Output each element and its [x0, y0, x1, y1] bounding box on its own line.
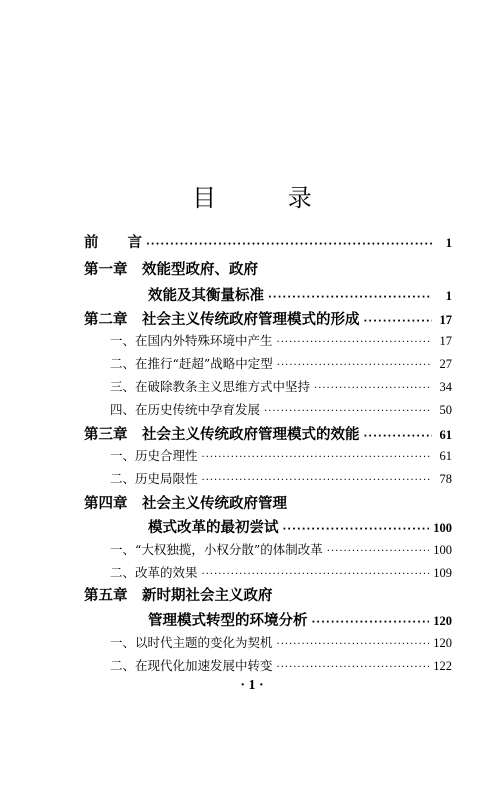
leader-dots	[283, 525, 430, 535]
leader-dots	[202, 453, 432, 463]
leader-dots	[264, 407, 432, 417]
toc-entry-label: 四、在历史传统中孕育发展	[110, 402, 261, 417]
leader-dots	[364, 432, 433, 442]
toc-entry-label: 模式改革的最初尝试	[148, 520, 279, 536]
toc-section-2-3	[110, 377, 452, 395]
leader-dots	[277, 338, 432, 348]
toc-section-5-2	[110, 656, 452, 674]
toc-entry-label: 一、在国内外特殊环境中产生	[110, 333, 273, 348]
toc-entry-label: 二、改革的效果	[110, 565, 198, 580]
leader-dots	[327, 547, 429, 557]
toc-section-2-4	[110, 400, 452, 418]
toc-chapter-1-line-1: 第一章 效能型政府、政府	[84, 262, 258, 278]
leader-dots	[202, 476, 432, 486]
toc-section-2-2	[110, 354, 452, 372]
leader-dots	[277, 361, 432, 371]
toc-entry-label: 管理模式转型的环境分析	[148, 613, 308, 629]
toc-page-number: 27	[439, 357, 452, 371]
toc-page-number: 120	[433, 636, 452, 650]
toc-entry-label: 第三章 社会主义传统政府管理模式的效能	[84, 427, 360, 443]
toc-entry-label: 效能及其衡量标准	[148, 288, 264, 304]
toc-entry-label: 三、在破除教条主义思维方式中坚持	[110, 379, 311, 394]
toc-entry-chapter-5	[148, 609, 452, 630]
toc-section-5-1	[110, 633, 452, 651]
toc-entry-label: 一、历史合理性	[110, 448, 198, 463]
leader-dots	[146, 240, 432, 250]
toc-entry-chapter-4	[148, 516, 452, 537]
toc-entry-label: 一、“大权独揽，小权分散”的体制改革	[110, 542, 323, 557]
toc-page-number: 1	[445, 236, 452, 250]
toc-page-number: 50	[439, 403, 452, 417]
toc-page-number: 17	[439, 334, 452, 348]
toc-entry-label: 前 言	[84, 235, 142, 251]
toc-entry-label: 二、历史局限性	[110, 471, 198, 486]
toc-entry-label: 二、在推行“赶超”战略中定型	[110, 356, 273, 371]
toc-page-number: 61	[439, 428, 452, 442]
toc-page-number: 100	[433, 543, 452, 557]
leader-dots	[268, 293, 432, 303]
leader-dots	[277, 640, 430, 650]
toc-chapter-5-line-1: 第五章 新时期社会主义政府	[84, 588, 273, 604]
toc-page-number: 120	[433, 614, 452, 628]
toc-page-number: 100	[433, 521, 452, 535]
toc-section-4-2	[110, 563, 452, 581]
toc-entry-chapter-2	[84, 308, 452, 329]
toc-section-2-1	[110, 331, 452, 349]
toc-page-number: 1	[445, 289, 452, 303]
leader-dots	[314, 384, 432, 394]
toc-page-number: 109	[433, 566, 452, 580]
toc-chapter-4-line-1: 第四章 社会主义传统政府管理	[84, 496, 287, 512]
toc-section-3-2	[110, 469, 452, 487]
toc-page-number: 34	[439, 380, 452, 394]
toc-page-number: 17	[439, 313, 452, 327]
page-number-footer: · 1 ·	[240, 678, 264, 693]
leader-dots	[277, 663, 430, 673]
toc-section-3-1	[110, 446, 452, 464]
toc-entry-label: 第二章 社会主义传统政府管理模式的形成	[84, 312, 360, 328]
toc-entry-label: 一、以时代主题的变化为契机	[110, 635, 273, 650]
toc-page-number: 78	[439, 472, 452, 486]
toc-page-number: 61	[439, 449, 452, 463]
toc-entry-chapter-1	[148, 284, 452, 305]
page-title: 目 录	[192, 184, 344, 212]
toc-section-4-1	[110, 540, 452, 558]
toc-entry-label: 二、在现代化加速发展中转变	[110, 658, 273, 673]
leader-dots	[312, 618, 430, 628]
toc-entry-preface	[84, 231, 452, 252]
toc-entry-chapter-3	[84, 423, 452, 444]
toc-page-number: 122	[433, 659, 452, 673]
leader-dots	[202, 570, 430, 580]
leader-dots	[364, 317, 433, 327]
